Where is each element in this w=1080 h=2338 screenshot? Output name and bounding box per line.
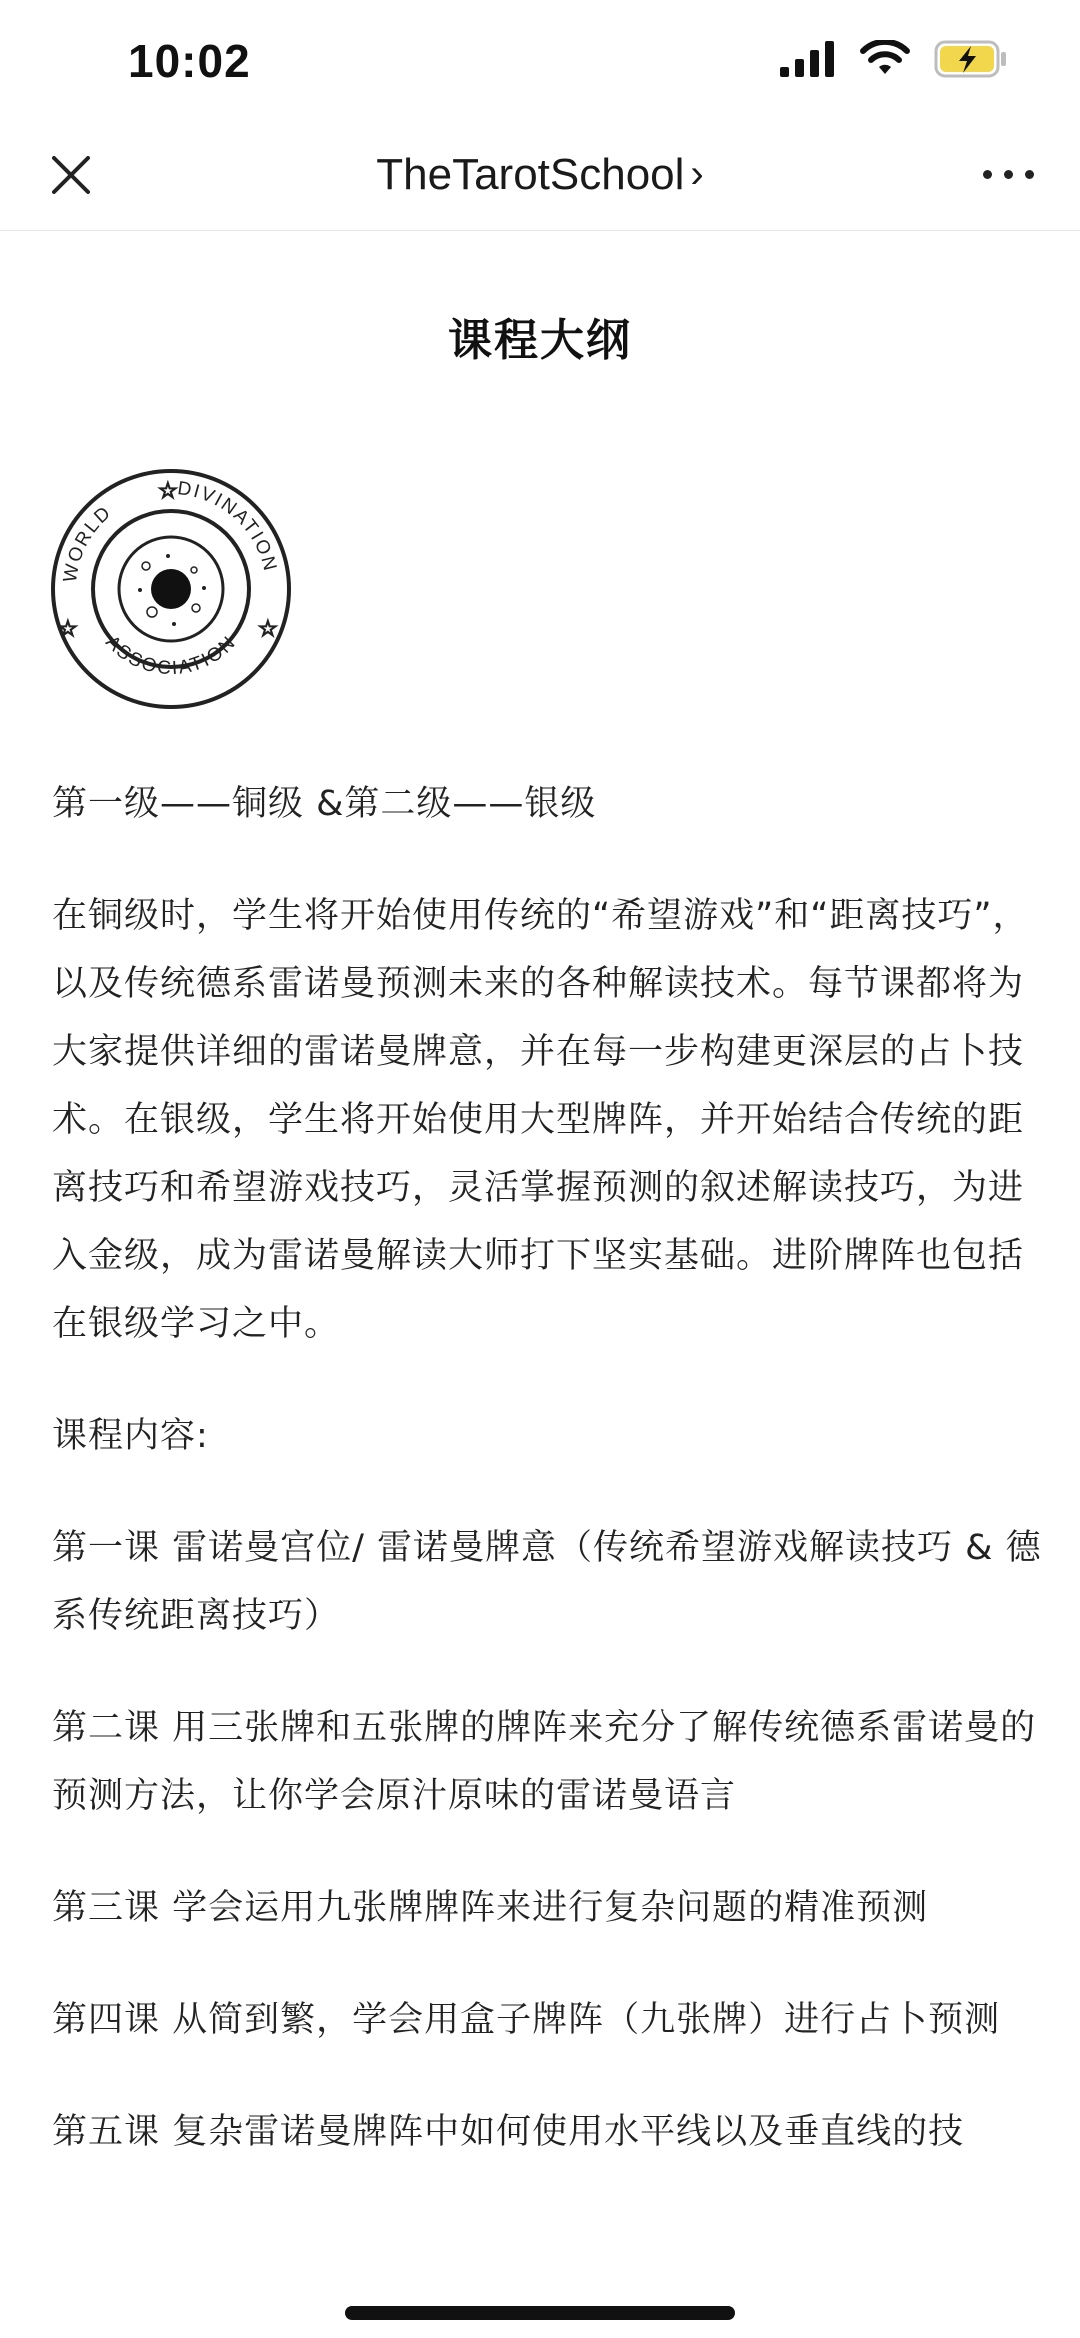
lesson-item: 第三课 学会运用九张牌牌阵来进行复杂问题的精准预测 [52, 1888, 929, 1928]
article-title: 课程大纲 [448, 315, 632, 366]
account-name-link[interactable] [0, 150, 1080, 200]
signal-icon [780, 41, 836, 81]
logo-text-world: WORLD [59, 501, 117, 584]
svg-text:☆: ☆ [258, 617, 278, 642]
course-content-heading: 课程内容: [52, 1416, 209, 1456]
svg-text:☆: ☆ [158, 479, 178, 504]
world-divination-association-logo [48, 466, 294, 712]
status-time: 10:02 [128, 35, 251, 87]
intro-paragraph: 在铜级时，学生将开始使用传统的“希望游戏”和“距离技巧”，以及传统德系雷诺曼预测未来的各种解读技术。每节课都将为大家提供详细的雷诺曼牌意，并在每一步构建更深层的占卜技术。在银级，学生将开始使用大型牌阵，并开始结合传统的距离技巧和希望游戏技巧，灵活掌握预测的叙述解读技巧，为进入金级，成为雷诺曼解读大师打下坚实基础。进阶牌阵也包括在银级学习之中。 [52, 896, 1029, 1344]
svg-text:ASSOCIATION [101, 632, 240, 680]
svg-text:DIVINATION [176, 478, 280, 575]
lesson-item: 第一课 雷诺曼宫位/ 雷诺曼牌意（传统希望游戏解读技巧 & 德系传统距离技巧） [52, 1528, 1042, 1636]
lesson-item: 第五课 复杂雷诺曼牌阵中如何使用水平线以及垂直线的技 [52, 2112, 965, 2152]
battery-charging-icon [934, 40, 1008, 82]
home-indicator[interactable] [345, 2306, 735, 2320]
logo-text-association: ASSOCIATION [101, 631, 241, 680]
wifi-icon [860, 40, 910, 82]
status-bar [0, 0, 1080, 126]
more-icon[interactable] [983, 170, 1034, 179]
svg-text:☆: ☆ [58, 617, 78, 642]
logo-text-divination: DIVINATION [176, 478, 281, 575]
article-body [52, 770, 1042, 2210]
lesson-item: 第四课 从简到繁，学会用盒子牌阵（九张牌）进行占卜预测 [52, 2000, 1001, 2040]
chevron-right-icon: › [690, 152, 704, 196]
lesson-item: 第二课 用三张牌和五张牌的牌阵来充分了解传统德系雷诺曼的预测方法，让你学会原汁原味的雷诺曼语言 [52, 1708, 1037, 1816]
level-heading: 第一级——铜级 &第二级——银级 [52, 784, 597, 824]
nav-bar [0, 126, 1080, 231]
status-icons [780, 40, 1008, 82]
account-name: TheTarotSchool [376, 150, 685, 199]
